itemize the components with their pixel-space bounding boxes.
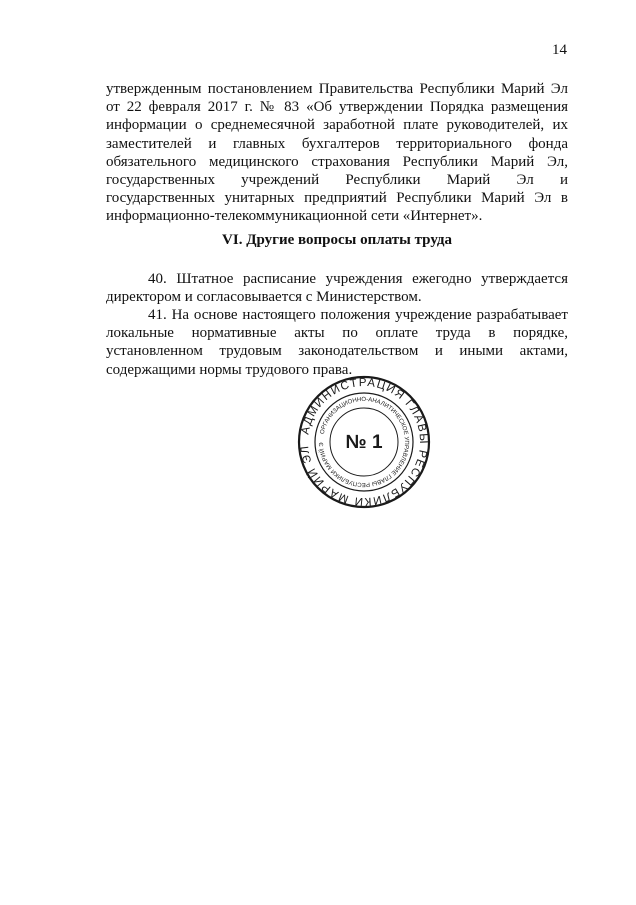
stamp-outer-text: АДМИНИСТРАЦИЯ ГЛАВЫ РЕСПУБЛИКИ МАРИЙ ЭЛ (298, 376, 430, 508)
official-seal-stamp (297, 375, 431, 509)
paragraph-41: 41. На основе настоящего положения учреждение разрабатывает локальные нормативные акты по оплате труда в порядке, установленном трудовым законодательством и иными актами, содержащими нормы трудового права. (106, 307, 568, 378)
stamp-center-text: № 1 (345, 432, 383, 453)
section-heading: VI. Другие вопросы оплаты труда (222, 232, 452, 248)
paragraph-40: 40. Штатное расписание учреждения ежегодно утверждается директором и согласовывается с Министерством. (106, 271, 568, 306)
intro-paragraph: утвержденным постановлением Правительства Республики Марий Эл от 22 февраля 2017 г. № 83 «Об утверждении Порядка размещения информации о среднемесячной заработной плате руководителей, их заместителей и главных бухгалтеров территориального фонда обязательного медицинского страхования Республики Марий Эл, государственных учреждений Республики Марий Эл и государственных унитарных предприятий Республики Марий Эл в информационно-телекоммуникационной сети «Интернет». (106, 81, 568, 225)
stamp-inner-text: ОРГАНИЗАЦИОННО-АНАЛИТИЧЕСКОЕ УПРАВЛЕНИЕ ГЛАВЫ РЕСПУБЛИКИ МАРИЙ Э (318, 396, 410, 488)
page-number: 14 (552, 42, 567, 58)
